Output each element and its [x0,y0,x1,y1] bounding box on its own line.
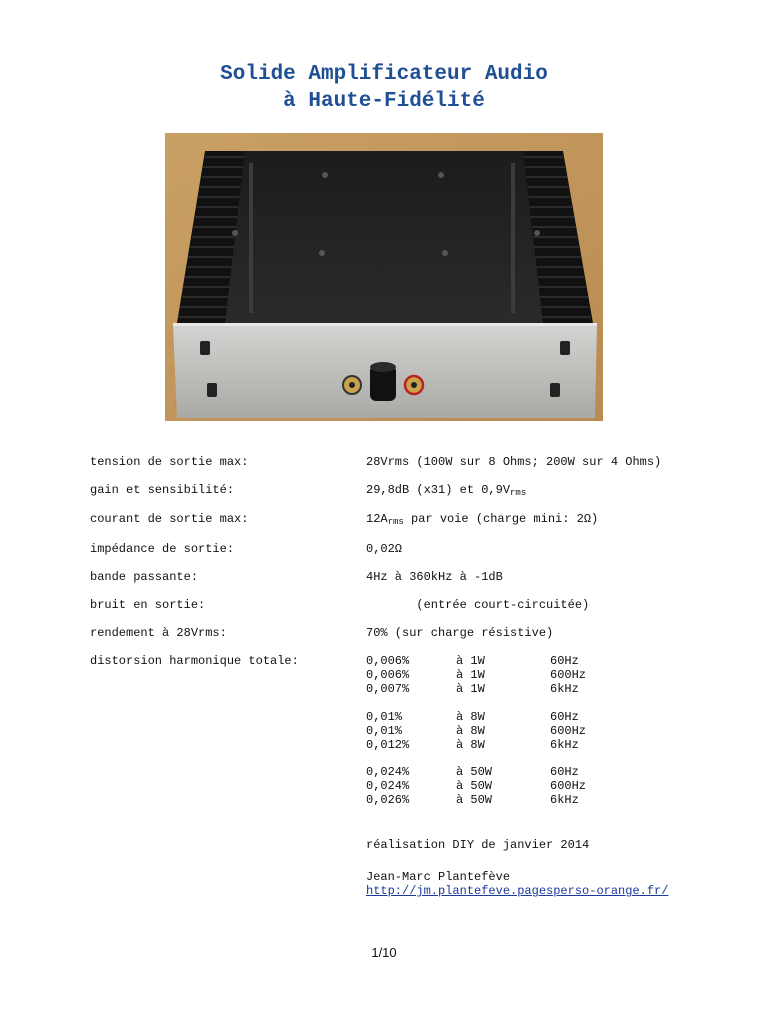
distortion-frequency: 6kHz [550,793,579,807]
spec-value: 29,8dB (x31) et $0,9V_{rms}$ [366,483,527,498]
distortion-value: 0,01% [366,724,403,738]
distortion-power: à 1W [456,668,485,682]
distortion-value: 0,024% [366,779,410,793]
distortion-frequency: 60Hz [550,765,579,779]
spec-label: distorsion harmonique totale: [90,654,299,668]
distortion-power: à 1W [456,654,485,668]
author-name: Jean-Marc Plantefève [366,870,511,884]
author-website-link[interactable]: http://jm.plantefeve.pagesperso-orange.fr/ [366,884,669,898]
spec-label: courant de sortie max: [90,512,249,526]
distortion-power: à 8W [456,724,485,738]
spec-label: tension de sortie max: [90,455,249,469]
distortion-value: 0,006% [366,668,410,682]
distortion-power: à 8W [456,710,485,724]
spec-value: 28Vrms (100W sur 8 Ohms; 200W sur 4 Ohms) [366,455,662,469]
distortion-power: à 50W [456,793,493,807]
spec-label: gain et sensibilité: [90,483,235,497]
spec-label: rendement à 28Vrms: [90,626,227,640]
distortion-power: à 50W [456,765,493,779]
document-title-line2: à Haute-Fidélité [283,90,485,113]
distortion-power: à 50W [456,779,493,793]
spec-value: 0,02Ω [366,542,403,556]
spec-value: (entrée court-circuitée) [366,598,590,612]
spec-label: impédance de sortie: [90,542,235,556]
spec-value: $12A_{rms}$ par voie (charge mini: 2Ω) [366,512,599,527]
distortion-frequency: 600Hz [550,779,587,793]
distortion-value: 0,007% [366,682,410,696]
distortion-value: 0,024% [366,765,410,779]
distortion-value: 0,012% [366,738,410,752]
distortion-frequency: 600Hz [550,668,587,682]
distortion-value: 0,01% [366,710,403,724]
spec-label: bruit en sortie: [90,598,206,612]
page-number: 1/10 [371,945,397,960]
distortion-value: 0,026% [366,793,410,807]
spec-label: bande passante: [90,570,199,584]
distortion-frequency: 60Hz [550,710,579,724]
distortion-frequency: 600Hz [550,724,587,738]
realisation-note: réalisation DIY de janvier 2014 [366,838,590,852]
distortion-value: 0,006% [366,654,410,668]
spec-value: 70% (sur charge résistive) [366,626,554,640]
distortion-power: à 8W [456,738,485,752]
distortion-frequency: 6kHz [550,738,579,752]
distortion-frequency: 60Hz [550,654,579,668]
distortion-power: à 1W [456,682,485,696]
spec-value: 4Hz à 360kHz à -1dB [366,570,503,584]
distortion-frequency: 6kHz [550,682,579,696]
document-title-line1: Solide Amplificateur Audio [220,63,548,86]
